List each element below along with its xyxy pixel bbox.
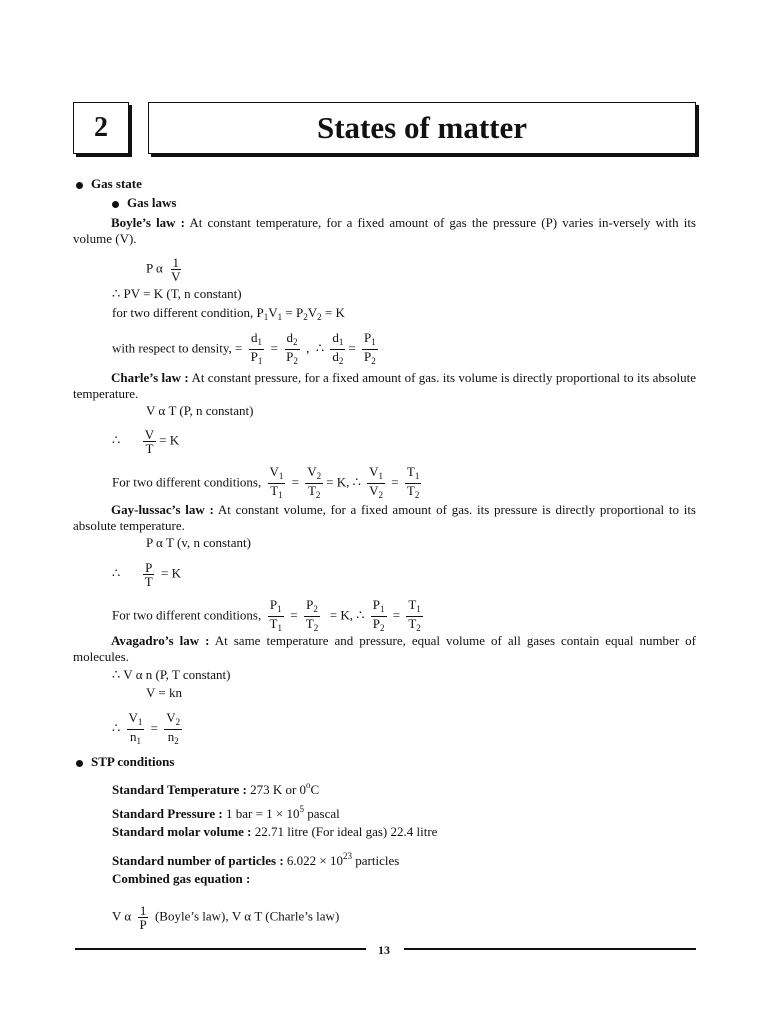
gay-lussac-law-label: Gay-lussac’s law : <box>111 502 214 517</box>
charle-proportion: V α T (P, n constant) <box>146 403 254 418</box>
avagadro-law-paragraph: Avagadro’s law : At same temperature and pressure, equal volume of all gases contain equal number of molecules. <box>73 633 696 664</box>
gay-lussac-ratio: ∴ $\frac{P}{T}$ = K <box>112 560 181 589</box>
boyle-proportion: P α $\frac{1}{V}$ <box>146 255 181 284</box>
bullet-icon <box>76 182 83 189</box>
footer-rule-right <box>404 948 696 950</box>
stp-particles: Standard number of particles : $6.022 \times 10^{23}$ particles <box>112 851 400 868</box>
bullet-icon <box>76 760 83 767</box>
gay-lussac-two-conditions: For two different conditions, $\frac{P_1}{T_1}$ = $\frac{P_2}{T_2}$ = K, ∴ $\frac{P_1}{P_2}$ = $\frac{T_1}{T_2}$ <box>112 597 421 633</box>
stp-heading: STP conditions <box>76 754 174 770</box>
page-number: 13 <box>378 943 390 957</box>
charle-ratio: ∴ $\frac{V}{T}$ = K <box>112 427 180 456</box>
chapter-number: 2 <box>94 112 108 143</box>
stp-pressure: Standard Pressure : 1 bar = $1 \times 10^5$ pascal <box>112 804 340 821</box>
footer-rule-left <box>75 948 366 950</box>
chapter-title: States of matter <box>316 110 528 145</box>
combined-gas-equation: V α $\frac{1}{P}$ (Boyle’s law), V α T (Charle’s law) <box>112 903 340 932</box>
boyle-two-conditions: for two different condition, $P_1V_1 = P_2V_2 = K$ <box>112 305 345 322</box>
chapter-number-box <box>73 102 129 154</box>
chapter-title-box <box>148 102 696 154</box>
boyle-law-label: Boyle’s law : <box>111 215 186 230</box>
stp-molar-volume: Standard molar volume : 22.71 litre (For ideal gas) 22.4 litre <box>112 824 438 839</box>
stp-temperature: Standard Temperature : 273 K or 0$^o$C <box>112 780 320 797</box>
avagadro-v-equation: V = kn <box>146 685 182 700</box>
avagadro-law-label: Avagadro’s law : <box>111 633 210 648</box>
boyle-result: ∴ PV = K (T, n constant) <box>112 286 242 301</box>
combined-gas-heading: Combined gas equation : <box>112 871 251 886</box>
avagadro-proportion: ∴ V α n (P, T constant) <box>112 667 231 682</box>
gay-lussac-law-paragraph: Gay-lussac’s law : At constant volume, for a fixed amount of gas. its pressure is directly proportional to its absolute temperature. <box>73 502 696 533</box>
bullet-icon <box>112 201 119 208</box>
boyle-law-paragraph: Boyle’s law : At constant temperature, for a fixed amount of gas the pressure (P) varies in-versely with its volume (V). <box>73 215 696 246</box>
boyle-density-relation: with respect to density, = $\frac{d_1}{P_1}$ = $\frac{d_2}{P_2}$ , ∴ $\frac{d_1}{d_2}$ = $\frac{P_1}{P_2}$ <box>112 330 376 366</box>
charle-two-conditions: For two different conditions, $\frac{V_1}{T_1}$ = $\frac{V_2}{T_2}$ = K, ∴ $\frac{V_1}{V_2}$ = $\frac{T_1}{T_2}$ <box>112 464 420 500</box>
gay-lussac-proportion: P α T (v, n constant) <box>146 535 251 550</box>
gas-state-heading: Gas state <box>76 176 142 192</box>
gas-laws-heading: Gas laws <box>112 195 176 211</box>
charle-law-label: Charle’s law : <box>111 370 189 385</box>
avagadro-ratio: ∴ $\frac{V_1}{n_1}$ = $\frac{V_2}{n_2}$ <box>112 710 181 746</box>
charle-law-paragraph: Charle’s law : At constant pressure, for a fixed amount of gas. its volume is directly proportional to its absolute temperature. <box>73 370 696 401</box>
